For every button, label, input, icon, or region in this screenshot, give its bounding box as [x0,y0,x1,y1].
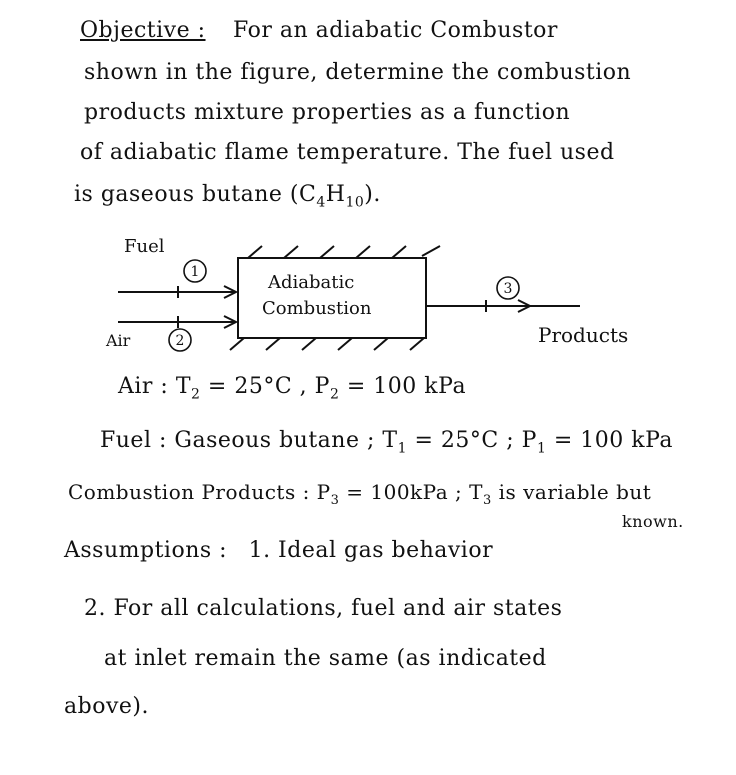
objective-line-4: of adiabatic flame temperature. The fuel used [80,140,615,165]
state-1-label: 1 [190,264,200,280]
assumptions-heading: Assumptions : [64,538,228,563]
box-label-1: Adiabatic [268,272,355,293]
assumption-2-line-2: at inlet remain the same (as indicated [104,646,547,671]
objective-label: Objective : [80,18,206,43]
objective-line-2: shown in the figure, determine the combustion [84,60,632,85]
objective-line-5: is gaseous butane $(C_4H_{10})$. [74,182,381,211]
fuel-label: Fuel [124,236,165,257]
objective-line-3: products mixture properties as a function [84,100,571,125]
state-2-label: 2 [175,333,185,349]
box-label-2: Combustion [262,298,372,319]
fuel-conditions: Fuel : Gaseous butane ; $T_1 = 25^\circ C$ ; $P_1 = 100$ kPa [100,428,674,457]
air-conditions: Air : $T_2 = 25^\circ C$ , $P_2 = 100$ kPa [118,374,467,403]
assumptions-line-1 [64,538,493,563]
products-label: Products [538,323,629,347]
products-conditions-1: Combustion Products : $P_3 = 100kPa$ ; $T_3$ is variable but [68,480,652,508]
assumption-2-line-1: 2. For all calculations, fuel and air states [84,596,563,621]
objective-text-1: For an adiabatic Combustor [233,18,558,43]
state-3-label: 3 [503,281,513,297]
air-label: Air [106,331,131,350]
products-conditions-2: known. [622,512,684,531]
assumption-2-line-3: above). [64,694,149,719]
assumption-1: 1. Ideal gas behavior [248,538,494,563]
